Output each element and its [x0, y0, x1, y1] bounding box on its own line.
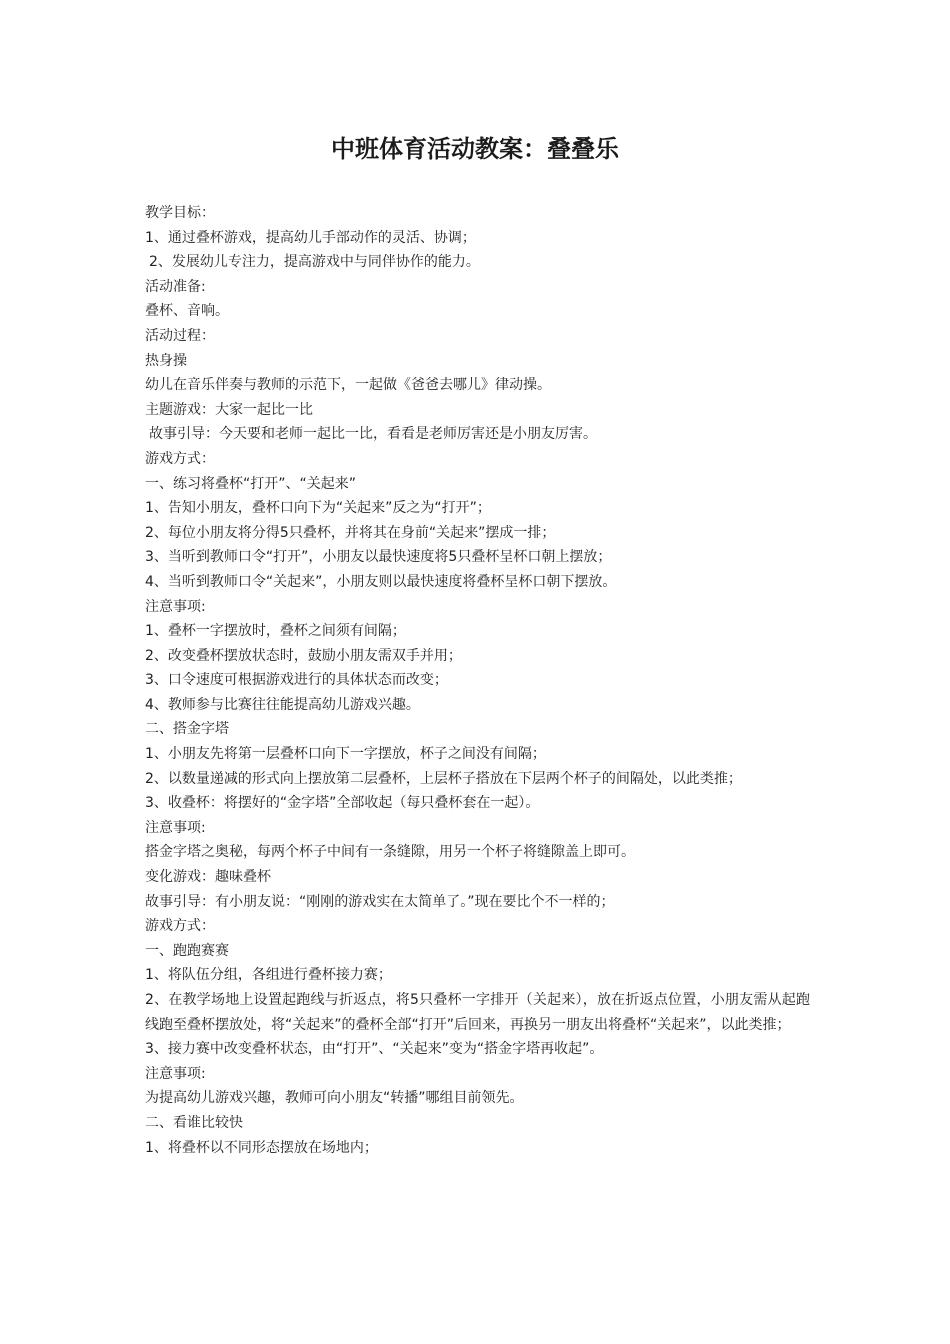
paragraph: 2、改变叠杯摆放状态时，鼓励小朋友需双手并用；: [145, 647, 462, 664]
paragraph: 1、将队伍分组，各组进行叠杯接力赛；: [145, 967, 392, 984]
paragraph: 二、搭金字塔: [145, 721, 229, 738]
paragraph: 故事引导：有小朋友说：“刚刚的游戏实在太简单了。”现在要比个不一样的；: [145, 893, 615, 910]
paragraph: 幼儿在音乐伴奏与教师的示范下，一起做《爸爸去哪儿》律动操。: [145, 377, 551, 394]
paragraph: 3、接力赛中改变叠杯状态，由“打开”、“关起来”变为“搭金字塔再收起”。: [145, 1041, 604, 1058]
paragraph: 注意事项:: [145, 598, 206, 615]
paragraph: 4、当听到教师口令“关起来”，小朋友则以最快速度将叠杯呈杯口朝下摆放。: [145, 573, 617, 590]
paragraph: 2、发展幼儿专注力，提高游戏中与同伴协作的能力。: [149, 254, 480, 271]
paragraph: 3、当听到教师口令“打开”，小朋友以最快速度将5只叠杯呈杯口朝上摆放；: [145, 549, 612, 566]
paragraph: 变化游戏：趣味叠杯: [145, 869, 271, 886]
paragraph: 为提高幼儿游戏兴趣，教师可向小朋友“转播”哪组目前领先。: [145, 1090, 524, 1107]
paragraph: 故事引导：今天要和老师一起比一比，看看是老师厉害还是小朋友厉害。: [149, 426, 597, 443]
paragraph: 3、口令速度可根据游戏进行的具体状态而改变；: [145, 672, 448, 689]
paragraph: 2、每位小朋友将分得5只叠杯，并将其在身前“关起来”摆成一排；: [145, 524, 556, 541]
paragraph: 主题游戏：大家一起比一比: [145, 401, 313, 418]
paragraph: 注意事项:: [145, 819, 206, 836]
paragraph: 1、告知小朋友，叠杯口向下为“关起来”反之为“打开”；: [145, 500, 491, 517]
paragraph: 一、练习将叠杯“打开”、“关起来”: [145, 475, 357, 492]
document-body: [145, 201, 810, 1160]
paragraph: 游戏方式：: [145, 918, 215, 935]
paragraph: 1、通过叠杯游戏，提高幼儿手部动作的灵活、协调；: [145, 229, 476, 246]
paragraph: 3、收叠杯：将摆好的“金字塔”全部收起（每只叠杯套在一起）。: [145, 795, 540, 812]
paragraph: 教学目标：: [145, 205, 215, 221]
paragraph: 二、看谁比较快: [145, 1114, 243, 1131]
paragraph: 热身操: [145, 352, 187, 369]
paragraph: 1、将叠杯以不同形态摆放在场地内；: [145, 1139, 378, 1156]
paragraph: 搭金字塔之奥秘，每两个杯子中间有一条缝隙，用另一个杯子将缝隙盖上即可。: [145, 844, 635, 861]
paragraph: 4、教师参与比赛往往能提高幼儿游戏兴趣。: [145, 696, 420, 713]
paragraph: 活动准备:: [145, 278, 206, 295]
paragraph: 2、以数量递减的形式向上摆放第二层叠杯，上层杯子搭放在下层两个杯子的间隔处，以此类推；: [145, 770, 742, 787]
page-title: 中班体育活动教案：叠叠乐: [331, 135, 619, 163]
paragraph: 1、叠杯一字摆放时，叠杯之间须有间隔；: [145, 623, 406, 640]
paragraph: 活动过程：: [145, 327, 215, 344]
paragraph: 2、在教学场地上设置起跑线与折返点，将5只叠杯一字排开（关起来），放在折返点位置，小朋友需从起跑线跑至叠杯摆放处，将“关起来”的叠杯全部“打开”后回来，再换另一朋友出将叠杯“关起来”，以此类推；: [145, 992, 810, 1033]
paragraph: 游戏方式：: [145, 450, 215, 467]
paragraph: 叠杯、音响。: [145, 303, 229, 320]
paragraph: 1、小朋友先将第一层叠杯口向下一字摆放，杯子之间没有间隔；: [145, 746, 546, 763]
paragraph: 一、跑跑赛赛: [145, 942, 229, 959]
paragraph: 注意事项:: [145, 1065, 206, 1082]
